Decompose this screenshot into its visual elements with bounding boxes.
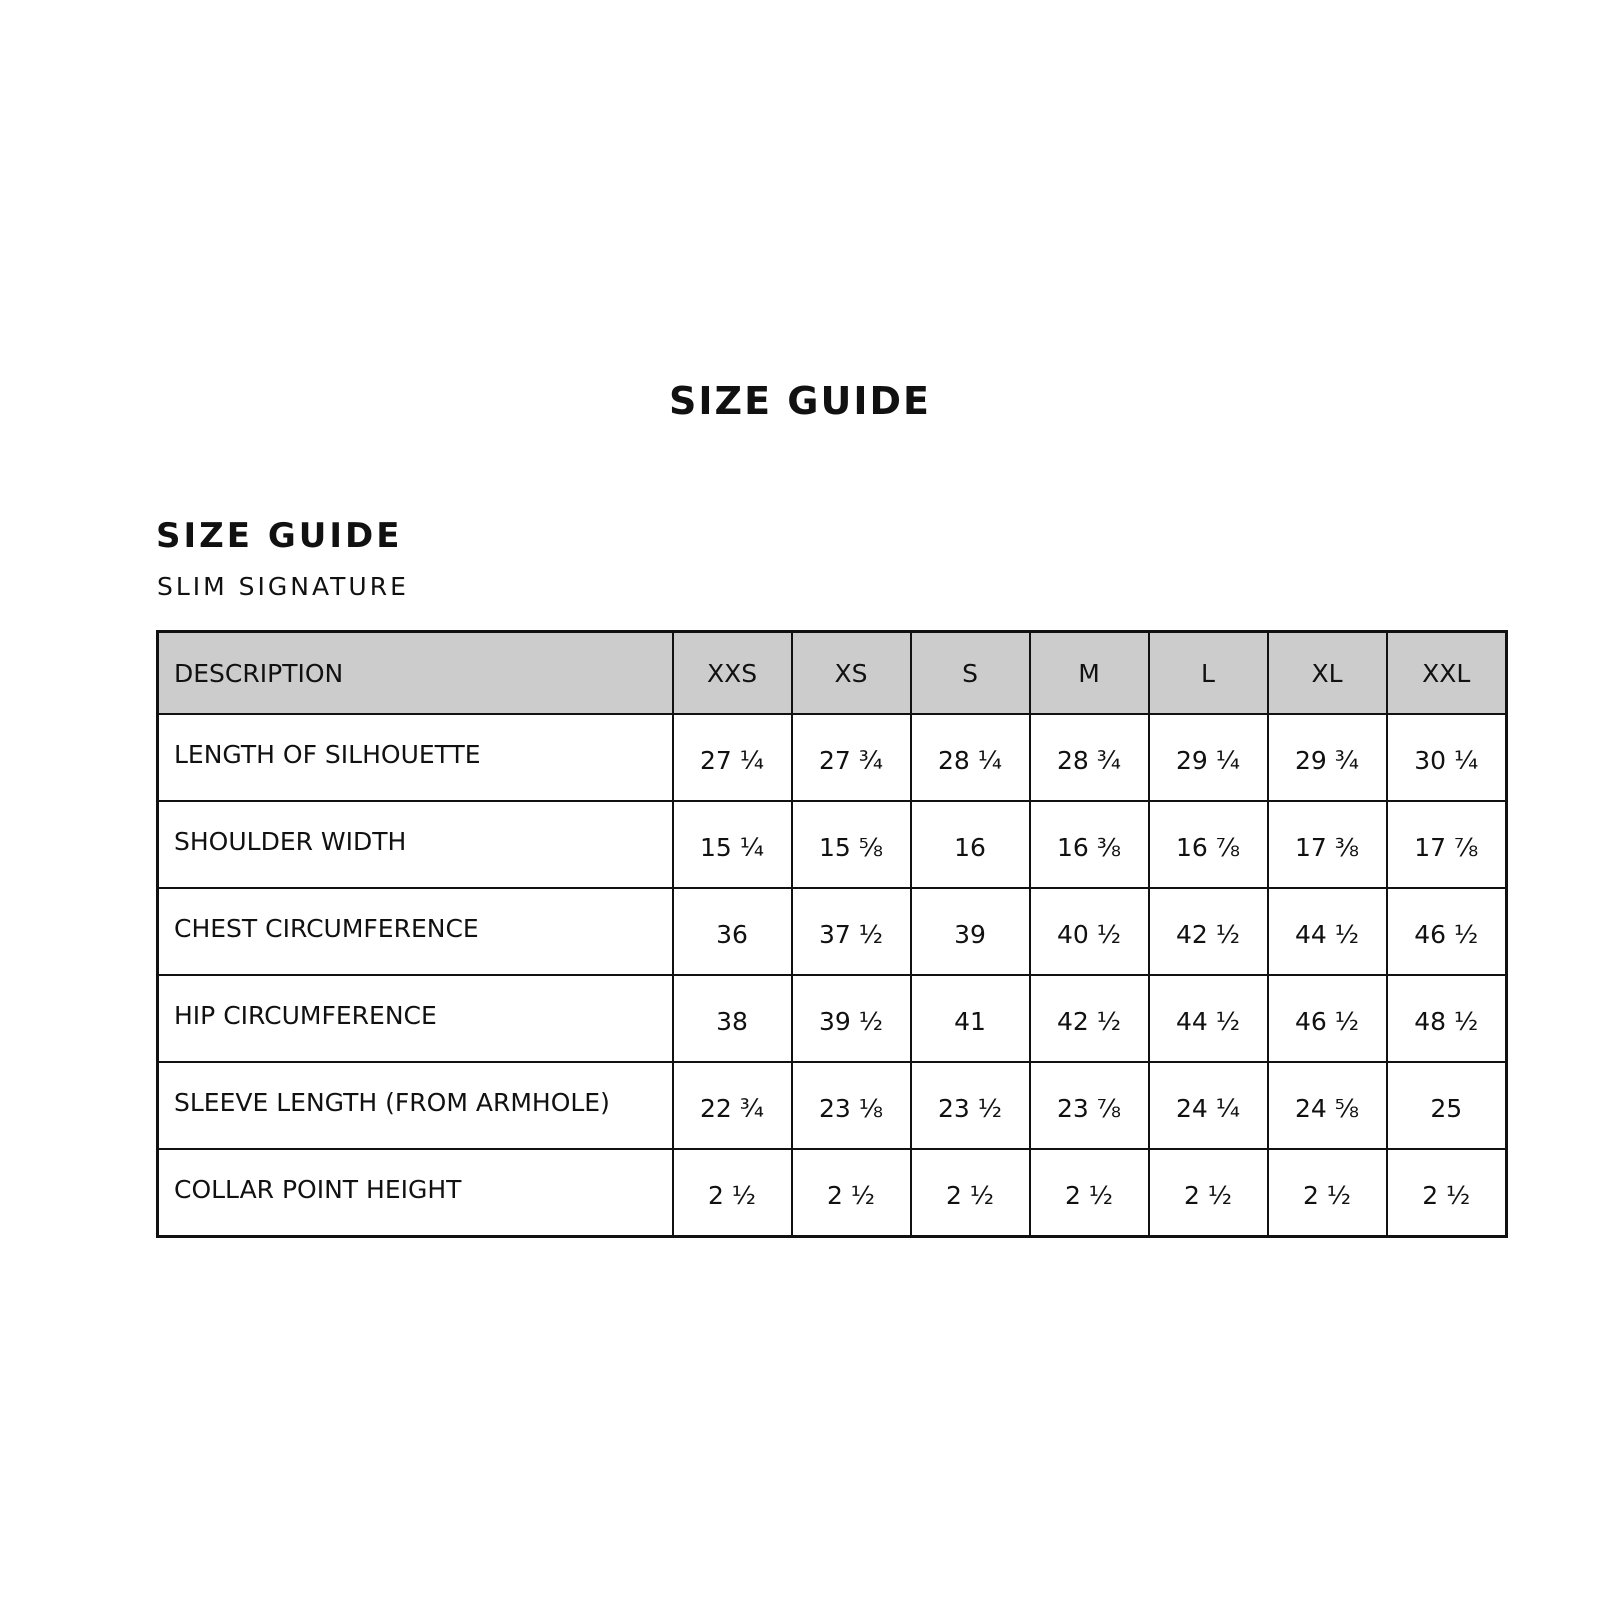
table-header-row xyxy=(158,632,1507,715)
header-size-m: M xyxy=(1030,632,1149,715)
table-cell: 48 ½ xyxy=(1387,975,1507,1062)
table-cell: 2 ½ xyxy=(1268,1149,1387,1237)
table-cell: 44 ½ xyxy=(1149,975,1268,1062)
table-row xyxy=(158,1062,1507,1149)
header-size-xxs: XXS xyxy=(673,632,792,715)
row-label: SLEEVE LENGTH (FROM ARMHOLE) xyxy=(158,1062,673,1149)
table-cell: 42 ½ xyxy=(1149,888,1268,975)
table-cell: 16 ⅜ xyxy=(1030,801,1149,888)
table-row xyxy=(158,975,1507,1062)
table-row xyxy=(158,1149,1507,1237)
table-row xyxy=(158,714,1507,801)
table-cell: 17 ⅜ xyxy=(1268,801,1387,888)
table-row xyxy=(158,888,1507,975)
table-cell: 23 ⅛ xyxy=(792,1062,911,1149)
table-cell: 23 ⅞ xyxy=(1030,1062,1149,1149)
table-cell: 29 ¼ xyxy=(1149,714,1268,801)
header-description: DESCRIPTION xyxy=(158,632,673,715)
header-size-xs: XS xyxy=(792,632,911,715)
table-cell: 27 ¼ xyxy=(673,714,792,801)
table-cell: 23 ½ xyxy=(911,1062,1030,1149)
table-cell: 29 ¾ xyxy=(1268,714,1387,801)
table-cell: 28 ¼ xyxy=(911,714,1030,801)
header-size-l: L xyxy=(1149,632,1268,715)
table-cell: 42 ½ xyxy=(1030,975,1149,1062)
table-cell: 28 ¾ xyxy=(1030,714,1149,801)
table-cell: 2 ½ xyxy=(1387,1149,1507,1237)
section-title: SIZE GUIDE xyxy=(156,516,403,556)
table-cell: 40 ½ xyxy=(1030,888,1149,975)
table-cell: 39 ½ xyxy=(792,975,911,1062)
table-cell: 44 ½ xyxy=(1268,888,1387,975)
table-cell: 2 ½ xyxy=(1149,1149,1268,1237)
table-cell: 39 xyxy=(911,888,1030,975)
table-cell: 22 ¾ xyxy=(673,1062,792,1149)
table-cell: 24 ⅝ xyxy=(1268,1062,1387,1149)
table-cell: 46 ½ xyxy=(1387,888,1507,975)
row-label: CHEST CIRCUMFERENCE xyxy=(158,888,673,975)
header-size-xl: XL xyxy=(1268,632,1387,715)
header-size-xxl: XXL xyxy=(1387,632,1507,715)
table-cell: 37 ½ xyxy=(792,888,911,975)
table-cell: 2 ½ xyxy=(792,1149,911,1237)
table-cell: 46 ½ xyxy=(1268,975,1387,1062)
table-cell: 15 ¼ xyxy=(673,801,792,888)
table-cell: 24 ¼ xyxy=(1149,1062,1268,1149)
section-subtitle: SLIM SIGNATURE xyxy=(157,572,409,601)
table-cell: 15 ⅝ xyxy=(792,801,911,888)
table-cell: 2 ½ xyxy=(673,1149,792,1237)
header-size-s: S xyxy=(911,632,1030,715)
table-cell: 2 ½ xyxy=(911,1149,1030,1237)
page-title: SIZE GUIDE xyxy=(669,379,931,423)
table-cell: 41 xyxy=(911,975,1030,1062)
table-cell: 25 xyxy=(1387,1062,1507,1149)
table-cell: 27 ¾ xyxy=(792,714,911,801)
table-row xyxy=(158,801,1507,888)
table-cell: 36 xyxy=(673,888,792,975)
row-label: HIP CIRCUMFERENCE xyxy=(158,975,673,1062)
size-table xyxy=(156,630,1508,1238)
row-label: SHOULDER WIDTH xyxy=(158,801,673,888)
table-cell: 16 xyxy=(911,801,1030,888)
table-cell: 38 xyxy=(673,975,792,1062)
table-cell: 17 ⅞ xyxy=(1387,801,1507,888)
table-cell: 16 ⅞ xyxy=(1149,801,1268,888)
row-label: LENGTH OF SILHOUETTE xyxy=(158,714,673,801)
table-cell: 2 ½ xyxy=(1030,1149,1149,1237)
table-cell: 30 ¼ xyxy=(1387,714,1507,801)
row-label: COLLAR POINT HEIGHT xyxy=(158,1149,673,1237)
